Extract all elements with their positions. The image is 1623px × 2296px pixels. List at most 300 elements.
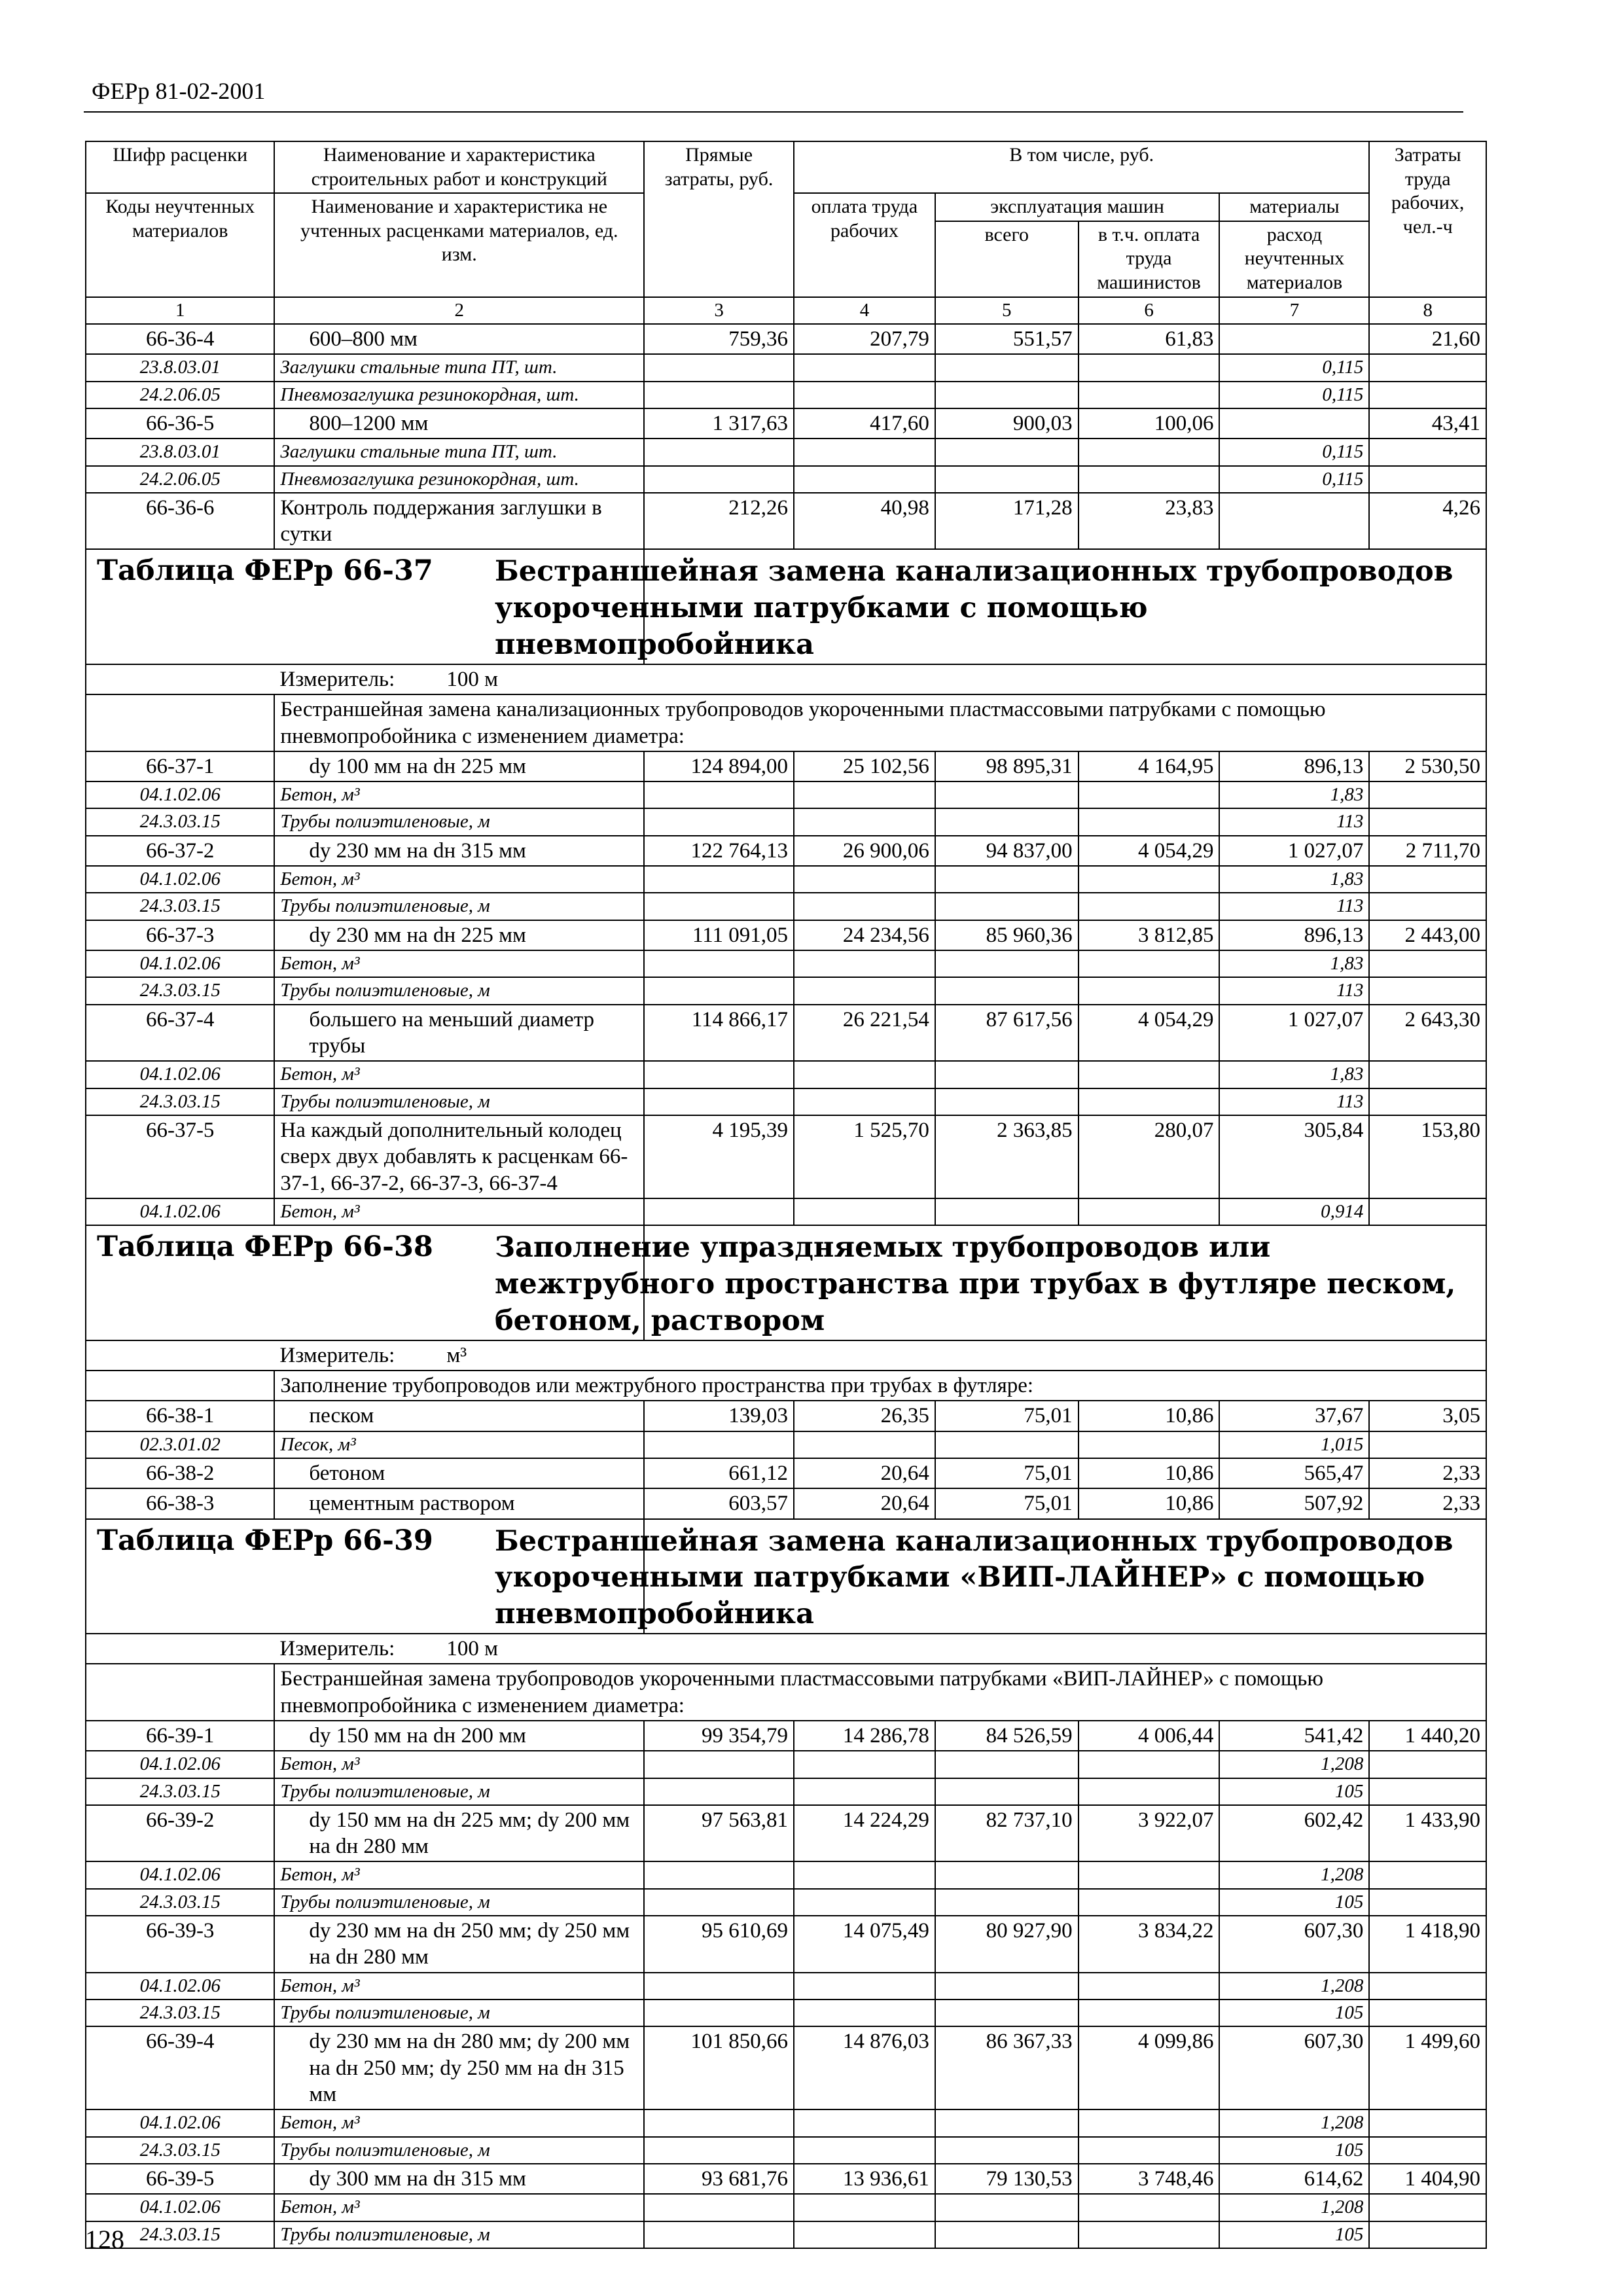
material-name: Бетон, м³: [274, 2194, 644, 2221]
machinist-wage: 4 006,44: [1079, 1721, 1220, 1751]
material-name: Трубы полиэтиленовые, м: [274, 2221, 644, 2248]
material-name: Трубы полиэтиленовые, м: [274, 2137, 644, 2164]
column-number-cell: 8: [1369, 297, 1486, 324]
empty-cell: [1369, 382, 1486, 408]
empty-cell: [1369, 466, 1486, 493]
direct-cost: 101 850,66: [644, 2026, 794, 2109]
machinist-wage: 10,86: [1079, 1488, 1220, 1518]
empty-cell: [1079, 2194, 1220, 2221]
table-row: [86, 2164, 1486, 2194]
material-qty: 1,208: [1219, 2109, 1369, 2136]
material-qty: 105: [1219, 2000, 1369, 2026]
empty-cell: [1369, 1778, 1486, 1805]
machinist-wage: 4 054,29: [1079, 836, 1220, 866]
rate-name: большего на меньший диаметр трубы: [274, 1005, 644, 1062]
machines-cost: 2 363,85: [935, 1115, 1079, 1198]
empty-cell: [1369, 439, 1486, 465]
empty-cell: [794, 950, 935, 977]
empty-cell: [794, 354, 935, 381]
wage-cost: 20,64: [794, 1458, 935, 1488]
empty-cell: [794, 866, 935, 893]
machines-cost: 85 960,36: [935, 920, 1079, 950]
section-title-cell: [86, 1519, 1454, 1634]
wage-cost: 26 221,54: [794, 1005, 935, 1062]
empty-cell: [794, 2194, 935, 2221]
material-name: Заглушки стальные типа ПТ, шт.: [274, 439, 644, 465]
empty-cell: [1079, 950, 1220, 977]
direct-cost: 122 764,13: [644, 836, 794, 866]
section-title-cell: [86, 549, 1454, 664]
empty-cell: [794, 1751, 935, 1778]
material-row: [86, 1889, 1486, 1916]
material-name: Бетон, м³: [274, 1198, 644, 1225]
empty-cell: [644, 382, 794, 408]
wage-cost: 207,79: [794, 324, 935, 354]
empty-cell: [1079, 1088, 1220, 1115]
machines-cost: 82 737,10: [935, 1805, 1079, 1862]
column-numbers: [86, 297, 1486, 324]
material-code: 04.1.02.06: [86, 2194, 274, 2221]
table-section-title: [86, 1519, 1486, 1634]
empty-cell: [644, 1778, 794, 1805]
empty-cell: [1369, 977, 1486, 1004]
rate-code: 66-39-4: [86, 2026, 274, 2109]
empty-cell: [794, 2109, 935, 2136]
wage-cost: 14 075,49: [794, 1916, 935, 1973]
page-number: 128: [85, 2225, 124, 2254]
material-row: [86, 1778, 1486, 1805]
head-mat-missing: расход неучтенных материалов: [1219, 221, 1369, 297]
rate-code: 66-37-3: [86, 920, 274, 950]
materials-cost: 602,42: [1219, 1805, 1369, 1862]
empty-cell: [1079, 2000, 1220, 2026]
material-name: Трубы полиэтиленовые, м: [274, 808, 644, 835]
rate-name: 800–1200 мм: [274, 408, 644, 439]
empty-cell: [1079, 1778, 1220, 1805]
empty-cell: [935, 950, 1079, 977]
empty-cell: [1369, 1061, 1486, 1088]
table-row: [86, 1805, 1486, 1862]
direct-cost: 93 681,76: [644, 2164, 794, 2194]
rate-code: 66-38-3: [86, 1488, 274, 1518]
group-row: [86, 1371, 1486, 1401]
machinist-wage: 61,83: [1079, 324, 1220, 354]
labor-hours: 2,33: [1369, 1458, 1486, 1488]
empty-cell: [644, 1889, 794, 1916]
column-number-cell: 1: [86, 297, 274, 324]
direct-cost: 124 894,00: [644, 751, 794, 781]
empty-cell: [644, 1198, 794, 1225]
direct-cost: 95 610,69: [644, 1916, 794, 1973]
group-description: Заполнение трубопроводов или межтрубного пространства при трубах в футляре:: [274, 1371, 1486, 1401]
rate-name: 600–800 мм: [274, 324, 644, 354]
materials-cost: 565,47: [1219, 1458, 1369, 1488]
materials-cost: 607,30: [1219, 1916, 1369, 1973]
empty-cell: [935, 781, 1079, 808]
material-row: [86, 382, 1486, 408]
section-title: Заполнение упраздняемых трубопроводов или межтрубного пространства при трубах в футляре песком, бетоном, раствором: [495, 1231, 1456, 1338]
direct-cost: 661,12: [644, 1458, 794, 1488]
empty-cell: [935, 466, 1079, 493]
material-code: 02.3.01.02: [86, 1431, 274, 1458]
wage-cost: 20,64: [794, 1488, 935, 1518]
machinist-wage: 4 054,29: [1079, 1005, 1220, 1062]
material-row: [86, 2109, 1486, 2136]
empty-cell: [935, 2000, 1079, 2026]
empty-cell: [644, 950, 794, 977]
material-row: [86, 2137, 1486, 2164]
wage-cost: 26,35: [794, 1401, 935, 1431]
machines-cost: 84 526,59: [935, 1721, 1079, 1751]
empty-cell: [1369, 1751, 1486, 1778]
material-row: [86, 1751, 1486, 1778]
table-row: [86, 836, 1486, 866]
materials-cost: [1219, 324, 1369, 354]
empty-cell: [1079, 977, 1220, 1004]
empty-cell: [935, 1431, 1079, 1458]
empty-cell: [1079, 1861, 1220, 1888]
empty-cell: [794, 2221, 935, 2248]
direct-cost: 759,36: [644, 324, 794, 354]
empty-cell: [644, 439, 794, 465]
material-row: [86, 1088, 1486, 1115]
labor-hours: 4,26: [1369, 493, 1486, 550]
empty-cell: [1079, 354, 1220, 381]
empty-cell: [1369, 1889, 1486, 1916]
labor-hours: 1 440,20: [1369, 1721, 1486, 1751]
table-row: [86, 1115, 1486, 1198]
wage-cost: 14 286,78: [794, 1721, 935, 1751]
direct-cost: 603,57: [644, 1488, 794, 1518]
material-qty: 1,83: [1219, 866, 1369, 893]
machinist-wage: 100,06: [1079, 408, 1220, 439]
empty-cell: [1079, 808, 1220, 835]
machines-cost: 80 927,90: [935, 1916, 1079, 1973]
rate-code: 66-39-3: [86, 1916, 274, 1973]
empty-cell: [1079, 1061, 1220, 1088]
empty-cell: [794, 893, 935, 920]
material-row: [86, 1198, 1486, 1225]
empty-cell: [644, 2109, 794, 2136]
direct-cost: 4 195,39: [644, 1115, 794, 1198]
empty-cell: [644, 1973, 794, 2000]
empty-cell: [644, 2221, 794, 2248]
material-row: [86, 950, 1486, 977]
empty-cell: [1369, 354, 1486, 381]
machinist-wage: 280,07: [1079, 1115, 1220, 1198]
empty-cell: [644, 1088, 794, 1115]
empty-cell: [794, 382, 935, 408]
materials-cost: 507,92: [1219, 1488, 1369, 1518]
head-materials: материалы: [1219, 193, 1369, 221]
machinist-wage: 23,83: [1079, 493, 1220, 550]
empty-cell: [935, 1088, 1079, 1115]
empty-cell: [794, 1973, 935, 2000]
empty-cell: [794, 808, 935, 835]
header-rule: [84, 111, 1463, 113]
group-row: [86, 694, 1486, 751]
material-qty: 0,115: [1219, 466, 1369, 493]
material-qty: 1,208: [1219, 1973, 1369, 2000]
rate-code: 66-38-1: [86, 1401, 274, 1431]
material-name: Трубы полиэтиленовые, м: [274, 893, 644, 920]
empty-cell: [1369, 950, 1486, 977]
machines-cost: 87 617,56: [935, 1005, 1079, 1062]
empty-cell: [935, 439, 1079, 465]
material-qty: 105: [1219, 2137, 1369, 2164]
wage-cost: 13 936,61: [794, 2164, 935, 2194]
materials-cost: 1 027,07: [1219, 836, 1369, 866]
materials-cost: [1219, 408, 1369, 439]
empty-cell: [1079, 1431, 1220, 1458]
materials-cost: 37,67: [1219, 1401, 1369, 1431]
wage-cost: 14 876,03: [794, 2026, 935, 2109]
table-row: [86, 493, 1486, 550]
machines-cost: 551,57: [935, 324, 1079, 354]
empty-cell: [1079, 466, 1220, 493]
material-name: Песок, м³: [274, 1431, 644, 1458]
head-mach-wage: в т.ч. оплата труда машинистов: [1079, 221, 1220, 297]
rate-name: dу 230 мм на dн 250 мм; dу 250 мм на dн 280 мм: [274, 1916, 644, 1973]
machines-cost: 75,01: [935, 1458, 1079, 1488]
head-machines: эксплуатация машин: [935, 193, 1220, 221]
material-qty: 113: [1219, 808, 1369, 835]
measure-row: [86, 1340, 1486, 1371]
direct-cost: 114 866,17: [644, 1005, 794, 1062]
rate-name: На каждый дополнительный колодец сверх двух добавлять к расценкам 66-37-1, 66-37-2, 66-37-3, 66-37-4: [274, 1115, 644, 1198]
material-qty: 113: [1219, 977, 1369, 1004]
empty-cell: [1369, 866, 1486, 893]
empty-cell: [935, 1889, 1079, 1916]
material-name: Трубы полиэтиленовые, м: [274, 1088, 644, 1115]
material-name: Трубы полиэтиленовые, м: [274, 1889, 644, 1916]
table-row: [86, 1488, 1486, 1518]
material-row: [86, 1861, 1486, 1888]
machinist-wage: 3 748,46: [1079, 2164, 1220, 2194]
rate-code: 66-37-2: [86, 836, 274, 866]
material-row: [86, 866, 1486, 893]
table-row: [86, 1401, 1486, 1431]
material-name: Бетон, м³: [274, 866, 644, 893]
material-row: [86, 2221, 1486, 2248]
materials-cost: [1219, 493, 1369, 550]
labor-hours: 2,33: [1369, 1488, 1486, 1518]
machinist-wage: 3 834,22: [1079, 1916, 1220, 1973]
materials-cost: 614,62: [1219, 2164, 1369, 2194]
empty-cell: [935, 1973, 1079, 2000]
material-qty: 0,914: [1219, 1198, 1369, 1225]
empty-cell: [1079, 2109, 1220, 2136]
empty-cell: [935, 2221, 1079, 2248]
empty-cell: [1079, 893, 1220, 920]
material-qty: 105: [1219, 2221, 1369, 2248]
material-qty: 105: [1219, 1889, 1369, 1916]
material-row: [86, 808, 1486, 835]
group-row: [86, 1664, 1486, 1721]
rate-code: 66-39-2: [86, 1805, 274, 1862]
empty-cell: [935, 893, 1079, 920]
material-code: 23.8.03.01: [86, 354, 274, 381]
rate-name: бетоном: [274, 1458, 644, 1488]
empty-cell: [644, 1061, 794, 1088]
labor-hours: 1 404,90: [1369, 2164, 1486, 2194]
empty-cell: [1079, 781, 1220, 808]
labor-hours: 153,80: [1369, 1115, 1486, 1198]
head-name: Наименование и характеристика строительных работ и конструкций: [274, 141, 644, 193]
material-name: Бетон, м³: [274, 2109, 644, 2136]
empty-cell: [935, 1778, 1079, 1805]
empty-cell: [644, 354, 794, 381]
measure-cell: [274, 1340, 1486, 1371]
measure-value: 100 м: [446, 1637, 499, 1661]
empty-cell: [1369, 1088, 1486, 1115]
labor-hours: 1 499,60: [1369, 2026, 1486, 2109]
material-name: Бетон, м³: [274, 950, 644, 977]
machines-cost: 86 367,33: [935, 2026, 1079, 2109]
machines-cost: 171,28: [935, 493, 1079, 550]
column-number-cell: 6: [1079, 297, 1220, 324]
material-row: [86, 977, 1486, 1004]
empty-cell: [644, 893, 794, 920]
material-code: 24.3.03.15: [86, 1778, 274, 1805]
empty-cell: [794, 977, 935, 1004]
material-code: 04.1.02.06: [86, 1061, 274, 1088]
empty-cell: [1369, 2194, 1486, 2221]
material-code: 24.3.03.15: [86, 2000, 274, 2026]
empty-cell: [935, 977, 1079, 1004]
group-spacer: [86, 1371, 274, 1401]
head-code: Шифр расценки: [86, 141, 274, 193]
machinist-wage: 4 164,95: [1079, 751, 1220, 781]
machines-cost: 75,01: [935, 1488, 1079, 1518]
material-code: 24.3.03.15: [86, 2137, 274, 2164]
section-title-cell: [86, 1225, 1456, 1340]
wage-cost: 40,98: [794, 493, 935, 550]
machinist-wage: 10,86: [1079, 1458, 1220, 1488]
group-description: Бестраншейная замена канализационных трубопроводов укороченными пластмассовыми патрубками с помощью пневмопробойника с изменением диаметра:: [274, 694, 1486, 751]
measure-spacer: [86, 1340, 274, 1371]
material-row: [86, 1431, 1486, 1458]
rate-code: 66-36-6: [86, 493, 274, 550]
empty-cell: [644, 2194, 794, 2221]
labor-hours: 2 443,00: [1369, 920, 1486, 950]
column-number-cell: 2: [274, 297, 644, 324]
material-row: [86, 893, 1486, 920]
rate-name: dу 230 мм на dн 225 мм: [274, 920, 644, 950]
machines-cost: 94 837,00: [935, 836, 1079, 866]
material-code: 04.1.02.06: [86, 2109, 274, 2136]
wage-cost: 25 102,56: [794, 751, 935, 781]
empty-cell: [1079, 1751, 1220, 1778]
empty-cell: [935, 2109, 1079, 2136]
empty-cell: [794, 1889, 935, 1916]
empty-cell: [1079, 1973, 1220, 2000]
empty-cell: [644, 466, 794, 493]
material-qty: 105: [1219, 1778, 1369, 1805]
materials-cost: 896,13: [1219, 920, 1369, 950]
column-number-cell: 5: [935, 297, 1079, 324]
wage-cost: 26 900,06: [794, 836, 935, 866]
empty-cell: [644, 2000, 794, 2026]
table-section-title: [86, 549, 1486, 664]
material-qty: 0,115: [1219, 382, 1369, 408]
empty-cell: [794, 1088, 935, 1115]
labor-hours: 43,41: [1369, 408, 1486, 439]
rate-name: dу 150 мм на dн 200 мм: [274, 1721, 644, 1751]
machinist-wage: 10,86: [1079, 1401, 1220, 1431]
rate-name: Контроль поддержания заглушки в сутки: [274, 493, 644, 550]
measure-row: [86, 664, 1486, 694]
empty-cell: [644, 808, 794, 835]
material-row: [86, 1973, 1486, 2000]
measure-label: Измеритель:: [279, 1637, 395, 1661]
head-name-missing: Наименование и характеристика не учтенных расценками материалов, ед. изм.: [274, 193, 644, 296]
measure-value: 100 м: [446, 668, 499, 692]
material-code: 24.3.03.15: [86, 1889, 274, 1916]
material-code: 24.3.03.15: [86, 2221, 274, 2248]
material-code: 24.3.03.15: [86, 893, 274, 920]
material-code: 24.3.03.15: [86, 977, 274, 1004]
table-row: [86, 920, 1486, 950]
materials-cost: 607,30: [1219, 2026, 1369, 2109]
empty-cell: [935, 1751, 1079, 1778]
empty-cell: [794, 2000, 935, 2026]
empty-cell: [1369, 1861, 1486, 1888]
machines-cost: 75,01: [935, 1401, 1079, 1431]
labor-hours: 3,05: [1369, 1401, 1486, 1431]
rate-name: dу 230 мм на dн 315 мм: [274, 836, 644, 866]
head-incl: В том числе, руб.: [794, 141, 1369, 193]
section-label: Таблица ФЕРр 66-39: [97, 1524, 433, 1557]
section-label: Таблица ФЕРр 66-38: [97, 1230, 433, 1264]
empty-cell: [1369, 1973, 1486, 2000]
material-qty: 0,115: [1219, 439, 1369, 465]
table-row: [86, 2026, 1486, 2109]
rate-code: 66-39-5: [86, 2164, 274, 2194]
empty-cell: [1079, 382, 1220, 408]
material-qty: 113: [1219, 893, 1369, 920]
wage-cost: 14 224,29: [794, 1805, 935, 1862]
empty-cell: [1079, 1198, 1220, 1225]
page-header: ФЕРр 81-02-2001: [92, 78, 266, 104]
empty-cell: [644, 977, 794, 1004]
measure-cell: [274, 1634, 1486, 1664]
empty-cell: [1369, 2221, 1486, 2248]
material-code: 04.1.02.06: [86, 1861, 274, 1888]
measure-label: Измеритель:: [279, 1343, 395, 1367]
empty-cell: [1369, 2137, 1486, 2164]
materials-cost: 896,13: [1219, 751, 1369, 781]
empty-cell: [794, 1778, 935, 1805]
material-row: [86, 2194, 1486, 2221]
empty-cell: [1369, 893, 1486, 920]
material-qty: 1,83: [1219, 950, 1369, 977]
empty-cell: [935, 354, 1079, 381]
labor-hours: 21,60: [1369, 324, 1486, 354]
section-label: Таблица ФЕРр 66-37: [97, 554, 433, 588]
direct-cost: 97 563,81: [644, 1805, 794, 1862]
labor-hours: 2 711,70: [1369, 836, 1486, 866]
material-row: [86, 781, 1486, 808]
material-name: Бетон, м³: [274, 1061, 644, 1088]
rate-code: 66-36-5: [86, 408, 274, 439]
table-row: [86, 1458, 1486, 1488]
empty-cell: [644, 866, 794, 893]
material-qty: 113: [1219, 1088, 1369, 1115]
empty-cell: [1079, 2137, 1220, 2164]
wage-cost: 417,60: [794, 408, 935, 439]
rate-code: 66-37-4: [86, 1005, 274, 1062]
